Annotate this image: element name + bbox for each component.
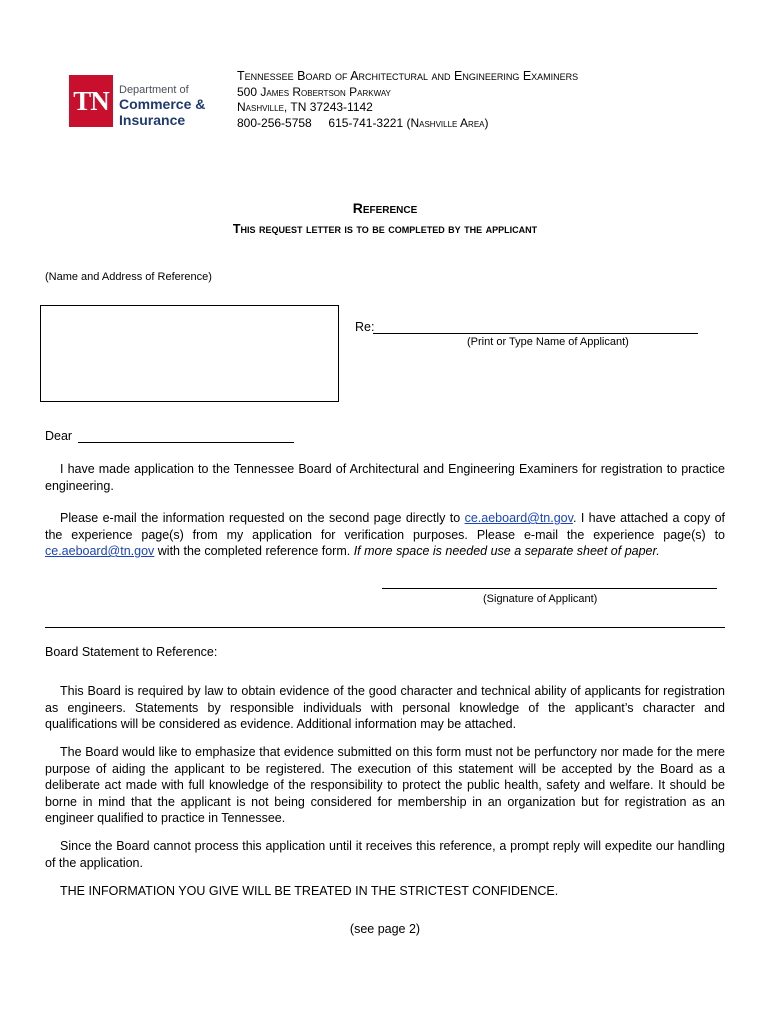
board-phone: 800-256-5758 615-741-3221 (Nashville Area) xyxy=(237,116,489,130)
applicant-name-field[interactable] xyxy=(373,333,698,334)
board-statement-heading: Board Statement to Reference: xyxy=(45,645,218,659)
section-divider xyxy=(45,627,725,628)
applicant-signature-field[interactable] xyxy=(382,588,717,589)
board-statement-paragraph-3: Since the Board cannot process this application until it receives this reference, a prompt reply will expedite our handling of the application. xyxy=(45,839,725,870)
email-instructions-text-b: . I have attached a copy of the experience page(s) from my application for verification purposes. Please e-mail the experience page(s) to xyxy=(45,511,725,542)
logo-department-text: Department of xyxy=(119,84,189,96)
board-email-link-2[interactable]: ce.aeboard@tn.gov xyxy=(45,544,155,558)
email-instructions-text-a: Please e-mail the information requested on the second page directly to xyxy=(60,511,465,525)
form-subtitle: This request letter is to be completed by the applicant xyxy=(232,222,538,236)
board-address: 500 James Robertson Parkway xyxy=(237,85,391,99)
board-email-link[interactable]: ce.aeboard@tn.gov xyxy=(464,511,573,525)
form-title: Reference xyxy=(352,200,418,216)
confidentiality-notice: THE INFORMATION YOU GIVE WILL BE TREATED IN THE STRICTEST CONFIDENCE. xyxy=(60,884,559,898)
email-instructions-paragraph xyxy=(45,510,725,560)
extra-space-note: If more space is needed use a separate sheet of paper. xyxy=(353,544,660,558)
signature-caption: (Signature of Applicant) xyxy=(483,593,598,605)
tn-logo-mark: TN xyxy=(69,75,113,127)
board-statement-paragraph-1: This Board is required by law to obtain evidence of the good character and technical ability of applicants for registration as engineers. Statements by responsible individuals with personal knowledge of the applicant’s character and qualifications will be considered as evidence. Additional information may be attached. xyxy=(45,684,725,731)
dear-label: Dear xyxy=(45,429,73,443)
reference-address-label: (Name and Address of Reference) xyxy=(45,271,212,283)
dear-name-field[interactable] xyxy=(78,442,294,443)
see-page-note: (see page 2) xyxy=(349,922,421,936)
board-name: Tennessee Board of Architectural and Engineering Examiners xyxy=(237,69,579,83)
logo-insurance-text: Insurance xyxy=(119,112,186,128)
email-instructions-text-c: with the completed reference form. xyxy=(154,544,354,558)
applicant-name-caption: (Print or Type Name of Applicant) xyxy=(467,336,629,348)
logo-commerce-text: Commerce & xyxy=(119,96,206,112)
board-city: Nashville, TN 37243-1142 xyxy=(237,100,373,114)
board-statement-paragraph-2: The Board would like to emphasize that evidence submitted on this form must not be perfunctory nor made for the mere purpose of aiding the applicant to be registered. The execution of this statement will be accepted by the Board as a deliberate act made with full knowledge of the responsibility to protect the public health, safety and welfare. It should be borne in mind that the applicant is not being considered for membership in an organization but for registration as an engineer qualified to practice in Tennessee. xyxy=(45,745,725,825)
reference-address-field[interactable] xyxy=(40,305,339,402)
re-label: Re: xyxy=(355,320,375,334)
intro-paragraph: I have made application to the Tennessee Board of Architectural and Engineering Examiners for registration to practice engineering. xyxy=(45,462,725,493)
